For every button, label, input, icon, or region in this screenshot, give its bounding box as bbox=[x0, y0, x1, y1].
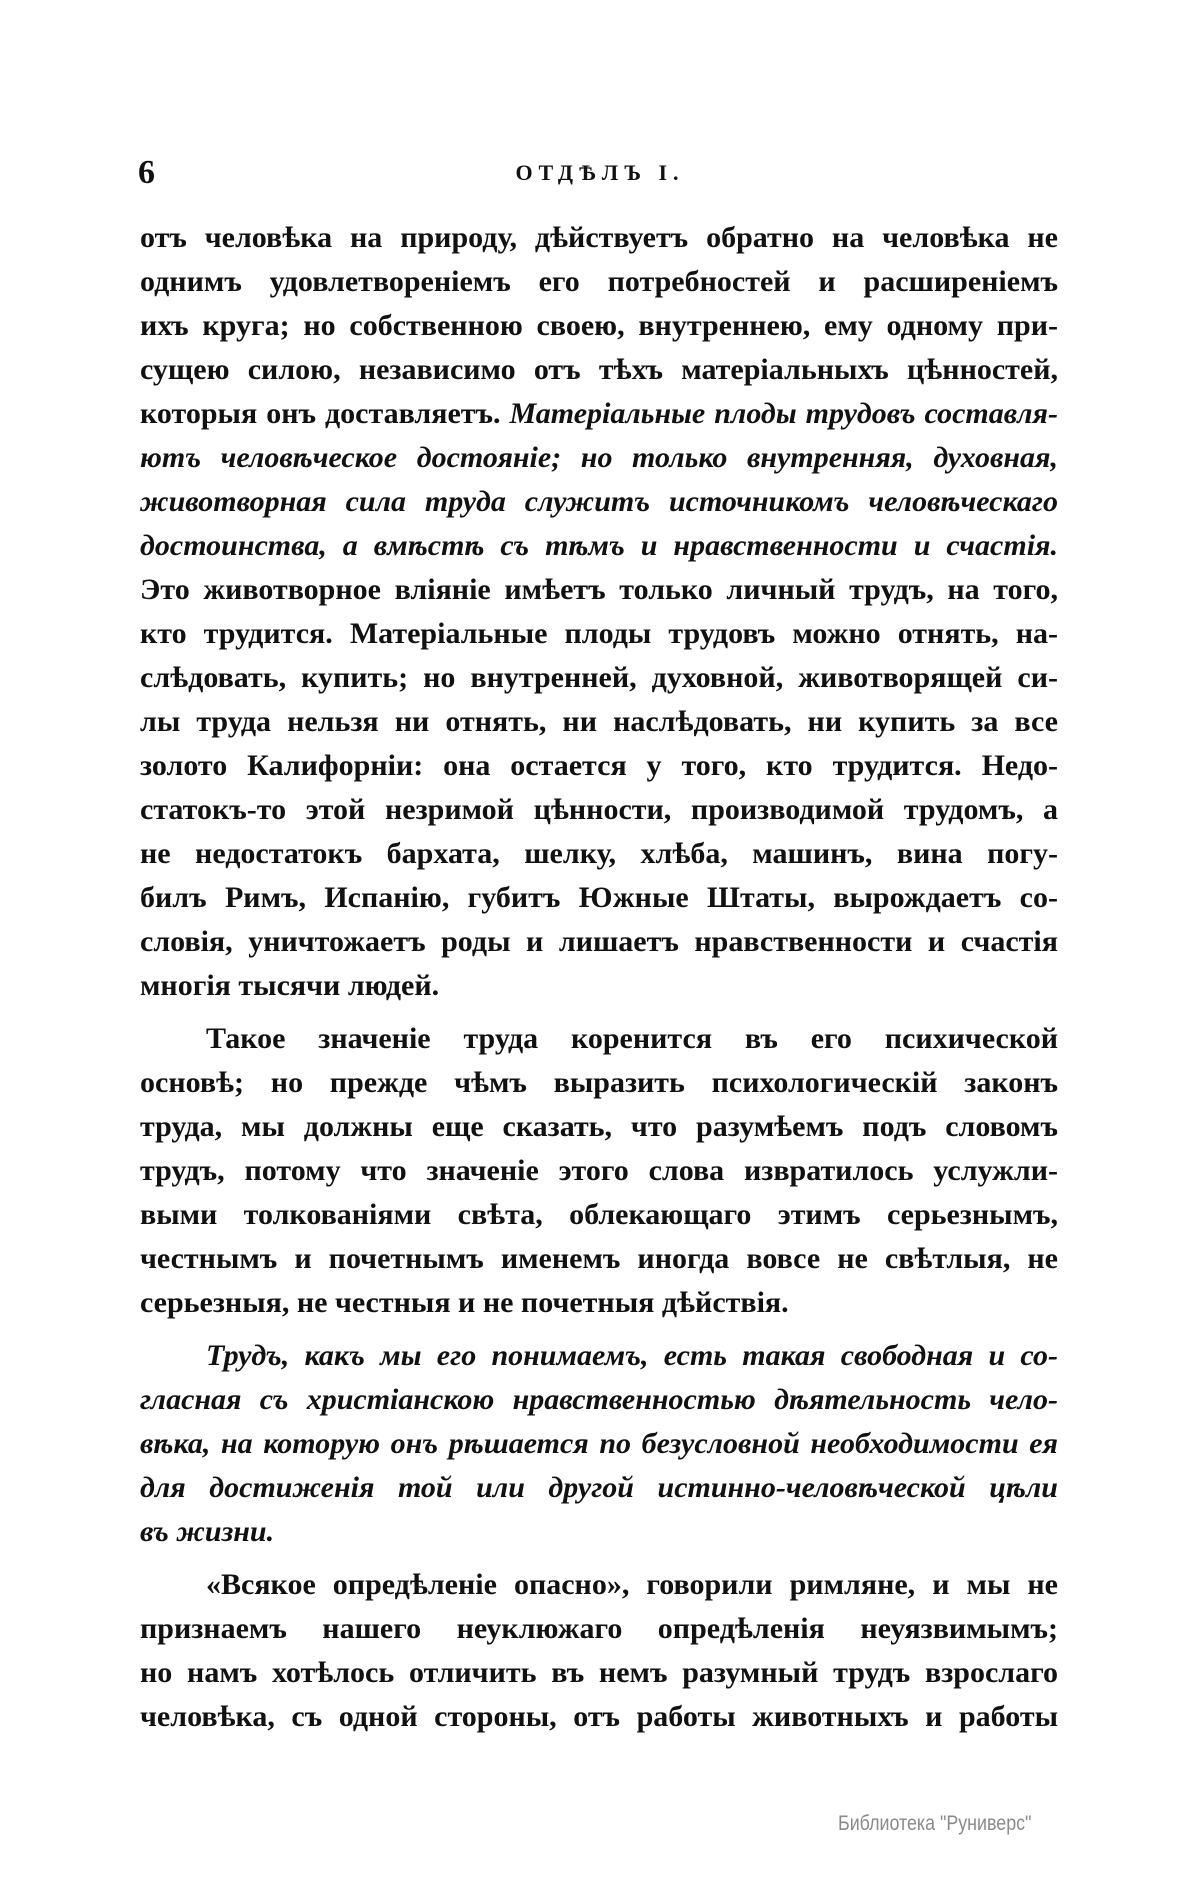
italic-span: Матеріальные плоды трудовъ составля- bbox=[509, 397, 1058, 430]
running-head: ОТДѢЛЪ I. bbox=[515, 160, 685, 185]
paragraph bbox=[140, 221, 1058, 1013]
italic-span: ютъ человѣческое достояніе; но только внутренняя, духовная, bbox=[140, 441, 1058, 474]
text-line: ихъ круга; но собственною своею, внутреннею, ему одному при- bbox=[140, 309, 1058, 342]
text-line: не недостатокъ бархата, шелку, хлѣба, машинъ, вина погу- bbox=[140, 837, 1058, 870]
text-line: труда, мы должны еще сказать, что разумѣемъ подъ словомъ bbox=[140, 1110, 1058, 1143]
text-line: человѣка, съ одной стороны, отъ работы животныхъ и работы bbox=[140, 1700, 1058, 1733]
text-line: Такое значеніе труда коренится въ его психической bbox=[206, 1022, 1058, 1055]
text-line: однимъ удовлетвореніемъ его потребностей и расширеніемъ bbox=[140, 265, 1058, 298]
text-line: основѣ; но прежде чѣмъ выразить психологическій законъ bbox=[140, 1066, 1058, 1099]
text-line: билъ Римъ, Испанію, губитъ Южные Штаты, вырождаетъ со- bbox=[140, 881, 1058, 914]
text-line: вѣка, на которую онъ рѣшается по безусловной необходимости ея bbox=[140, 1427, 1058, 1460]
text-line: золото Калифорніи: она остается у того, кто трудится. Недо- bbox=[140, 749, 1058, 782]
text-line: серьезныя, не честныя и не почетныя дѣйствія. bbox=[140, 1286, 789, 1319]
text-line: сущею силою, независимо отъ тѣхъ матеріальныхъ цѣнностей, bbox=[140, 353, 1058, 386]
text-line bbox=[140, 529, 1058, 573]
paragraph bbox=[140, 1568, 1058, 1744]
text-line bbox=[140, 397, 1058, 441]
text-line: но намъ хотѣлось отличить въ немъ разумный трудъ взрослаго bbox=[140, 1656, 1058, 1689]
italic-span: животворная сила труда служитъ источникомъ человѣческаго bbox=[140, 485, 1058, 518]
text-line: словія, уничтожаетъ роды и лишаетъ нравственности и счастія bbox=[140, 925, 1058, 958]
text-line bbox=[140, 441, 1058, 485]
text-line: статокъ-то этой незримой цѣнности, производимой трудомъ, а bbox=[140, 793, 1058, 826]
italic-span: достоинства, а вмѣстѣ съ тѣмъ и нравственности и счастія. bbox=[140, 529, 1058, 562]
text-span: которыя онъ доставляетъ. bbox=[140, 397, 510, 430]
text-line: честнымъ и почетнымъ именемъ иногда вовсе не свѣтлыя, не bbox=[140, 1242, 1058, 1275]
paragraph bbox=[140, 1339, 1058, 1559]
body-text bbox=[140, 221, 1058, 1753]
text-line: «Всякое опредѣленіе опасно», говорили римляне, и мы не bbox=[206, 1568, 1058, 1601]
text-line: для достиженія той или другой истинно-человѣческой цѣли bbox=[140, 1471, 1058, 1504]
text-line: отъ человѣка на природу, дѣйствуетъ обратно на человѣка не bbox=[140, 221, 1058, 254]
text-line: Это животворное вліяніе имѣетъ только личный трудъ, на того, bbox=[140, 573, 1058, 606]
text-line: лы труда нельзя ни отнять, ни наслѣдовать, ни купить за все bbox=[140, 705, 1058, 738]
paragraph bbox=[140, 1022, 1058, 1330]
text-line: многія тысячи людей. bbox=[140, 969, 440, 1002]
text-line: признаемъ нашего неуклюжаго опредѣленія неуязвимымъ; bbox=[140, 1612, 1058, 1645]
text-line: выми толкованіями свѣта, облекающаго этимъ серьезнымъ, bbox=[140, 1198, 1058, 1231]
text-line: въ жизни. bbox=[140, 1515, 275, 1548]
text-line: кто трудится. Матеріальные плоды трудовъ можно отнять, на- bbox=[140, 617, 1058, 650]
text-line: гласная съ христіанскою нравственностью дѣятельность чело- bbox=[140, 1383, 1058, 1416]
page-number: 6 bbox=[138, 154, 155, 191]
text-line: трудъ, потому что значеніе этого слова извратилось услужли- bbox=[140, 1154, 1058, 1187]
library-watermark: Библиотека "Руниверс" bbox=[838, 1812, 1032, 1835]
text-line bbox=[140, 485, 1058, 529]
text-line: слѣдовать, купить; но внутренней, духовной, животворящей си- bbox=[140, 661, 1058, 694]
text-line: Трудъ, какъ мы его понимаемъ, есть такая свободная и со- bbox=[206, 1339, 1058, 1372]
